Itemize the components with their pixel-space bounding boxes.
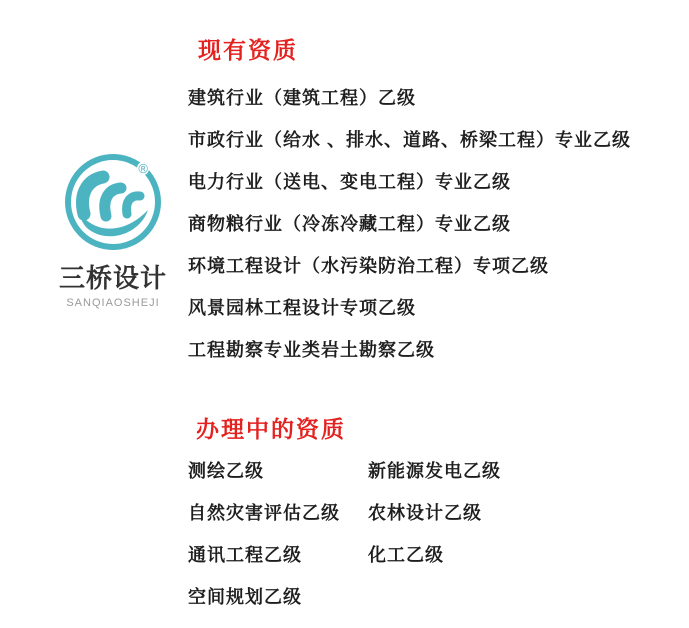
qualifications-content (188, 0, 668, 617)
qualification-item: 工程勘察专业类岩土勘察乙级 (188, 340, 435, 360)
company-logo (52, 152, 174, 309)
qualification-item: 环境工程设计（水污染防治工程）专项乙级 (188, 256, 549, 276)
qualification-item: 商物粮行业（冷冻冷藏工程）专业乙级 (188, 214, 511, 234)
qualification-item: 测绘乙级 (188, 461, 264, 481)
qualification-item: 空间规划乙级 (188, 587, 302, 607)
company-name-romanized: SANQIAOSHEJI (66, 297, 160, 309)
qualification-item: 市政行业（给水 、排水、道路、桥梁工程）专业乙级 (188, 130, 631, 150)
qualification-item: 风景园林工程设计专项乙级 (188, 298, 416, 318)
section-title-in-progress: 办理中的资质 (196, 416, 346, 442)
section-title-existing: 现有资质 (198, 37, 298, 63)
existing-qualifications-list (188, 76, 668, 370)
registered-trademark-icon: ® (138, 161, 148, 176)
logo-mark (63, 152, 163, 252)
company-name: 三桥设计 (58, 263, 167, 293)
qualification-item: 建筑行业（建筑工程）乙级 (188, 88, 416, 108)
in-progress-qualifications-list (188, 449, 668, 617)
qualification-item: 自然灾害评估乙级 (188, 503, 340, 523)
qualification-item: 农林设计乙级 (368, 503, 482, 523)
qualification-item: 化工乙级 (368, 545, 444, 565)
qualification-item: 电力行业（送电、变电工程）专业乙级 (188, 172, 511, 192)
qualification-item: 通讯工程乙级 (188, 545, 302, 565)
qualification-item: 新能源发电乙级 (368, 461, 501, 481)
